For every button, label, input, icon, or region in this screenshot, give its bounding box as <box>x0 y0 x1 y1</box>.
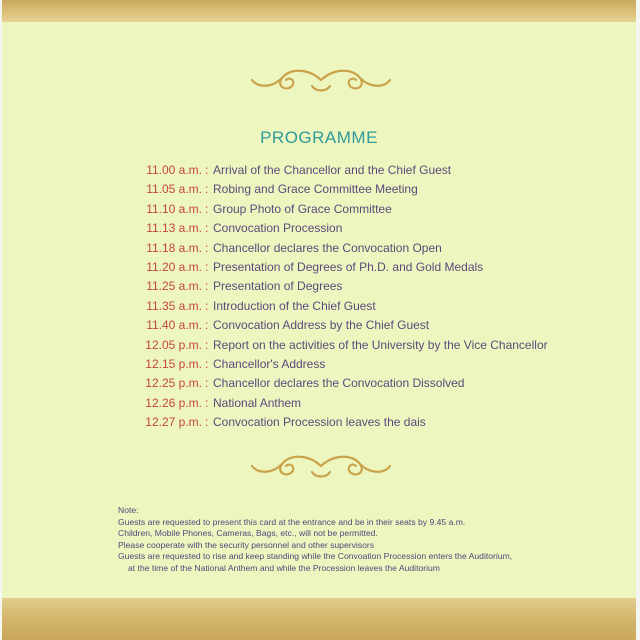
programme-row <box>140 412 560 431</box>
time-separator: : <box>205 182 209 197</box>
programme-row <box>140 179 560 198</box>
programme-row <box>140 315 560 334</box>
programme-event: Robing and Grace Committee Meeting <box>213 182 418 197</box>
programme-row <box>140 296 560 315</box>
programme-event: Chancellor declares the Convocation Dissolved <box>213 376 465 391</box>
programme-time: 11.13 a.m. <box>146 221 202 236</box>
note-line: Guests are requested to present this card at the entrance and be in their seats by 9.45 a.m. <box>118 516 466 527</box>
note-line: Guests are requested to rise and keep standing while the Convoation Procession enters the Auditorium, <box>118 551 513 561</box>
programme-event: Convocation Address by the Chief Guest <box>213 318 430 333</box>
programme-time: 11.35 a.m. <box>146 298 202 313</box>
programme-event: Chancellor declares the Convocation Open <box>213 240 442 255</box>
programme-list <box>140 160 560 431</box>
programme-row <box>140 218 560 237</box>
programme-time: 12.15 p.m. <box>145 356 202 371</box>
programme-time: 12.05 p.m. <box>145 337 202 352</box>
time-separator: : <box>205 279 209 294</box>
notes-heading: Note: <box>118 505 139 515</box>
programme-event: Presentation of Degrees <box>213 279 343 294</box>
programme-row <box>140 238 560 257</box>
programme-row <box>140 335 560 354</box>
programme-event: Introduction of the Chief Guest <box>213 298 376 313</box>
time-separator: : <box>205 318 209 333</box>
programme-title: PROGRAMME <box>260 128 378 147</box>
programme-time: 11.18 a.m. <box>146 240 202 255</box>
top-flourish-icon <box>246 62 396 98</box>
notes-section <box>118 505 558 574</box>
programme-row <box>140 354 560 373</box>
programme-time: 12.27 p.m. <box>145 415 202 430</box>
time-separator: : <box>205 221 209 236</box>
bottom-gold-band <box>2 598 636 640</box>
programme-time: 12.26 p.m. <box>145 395 202 410</box>
invitation-card <box>2 0 636 640</box>
time-separator: : <box>205 259 209 274</box>
time-separator: : <box>205 337 209 352</box>
programme-time: 11.05 a.m. <box>146 182 202 197</box>
programme-event: Convocation Procession <box>213 221 343 236</box>
time-separator: : <box>205 240 209 255</box>
programme-time: 11.00 a.m. <box>146 163 202 177</box>
time-separator: : <box>205 415 209 430</box>
note-line: at the time of the National Anthem and while the Procession leaves the Auditorium <box>128 562 440 573</box>
top-gold-band <box>2 0 636 22</box>
time-separator: : <box>205 163 209 177</box>
programme-row <box>140 160 560 179</box>
bottom-flourish-icon <box>246 448 396 484</box>
time-separator: : <box>205 376 209 391</box>
programme-row <box>140 257 560 276</box>
note-line: Please cooperate with the security personnel and other supervisors <box>118 539 375 550</box>
programme-time: 11.25 a.m. <box>146 279 202 294</box>
programme-event: National Anthem <box>213 395 302 410</box>
time-separator: : <box>205 201 209 216</box>
programme-time: 11.20 a.m. <box>146 259 202 274</box>
time-separator: : <box>205 395 209 410</box>
programme-time: 11.10 a.m. <box>146 201 202 216</box>
programme-row <box>140 373 560 392</box>
programme-event: Report on the activities of the University by the Vice Chancellor <box>213 337 548 352</box>
programme-event: Chancellor's Address <box>213 356 326 371</box>
programme-event: Presentation of Degrees of Ph.D. and Gold Medals <box>213 259 484 274</box>
programme-time: 12.25 p.m. <box>145 376 202 391</box>
programme-event: Arrival of the Chancellor and the Chief Guest <box>213 163 452 177</box>
programme-row <box>140 276 560 295</box>
programme-row <box>140 393 560 412</box>
programme-event: Convocation Procession leaves the dais <box>213 415 426 430</box>
note-line: Children, Mobile Phones, Cameras, Bags, etc., will not be permitted. <box>118 528 378 538</box>
programme-time: 11.40 a.m. <box>146 318 202 333</box>
programme-row <box>140 199 560 218</box>
time-separator: : <box>205 356 209 371</box>
programme-event: Group Photo of Grace Committee <box>213 201 392 216</box>
time-separator: : <box>205 298 209 313</box>
